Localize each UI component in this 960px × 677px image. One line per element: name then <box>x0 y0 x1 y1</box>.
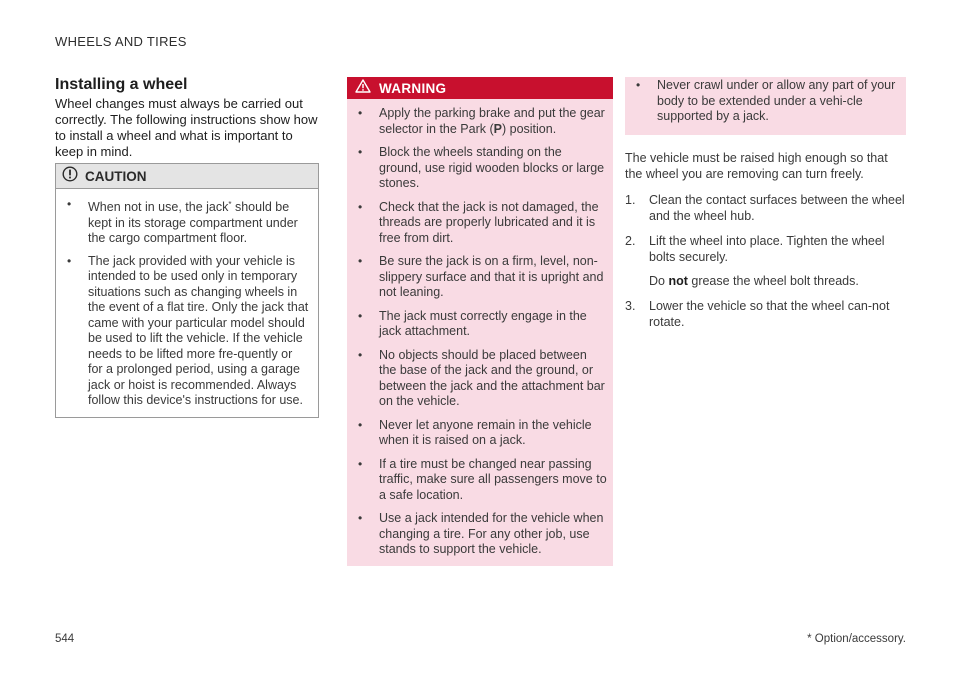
warning-list <box>347 99 613 566</box>
warning-triangle-icon <box>355 79 371 98</box>
warning-box <box>347 77 613 566</box>
warning-title: WARNING <box>379 80 447 96</box>
warning-item: • Block the wheels standing on the ground, use rigid wooden blocks or large stones. <box>347 145 607 192</box>
warning-item: • The jack must correctly engage in the jack attachment. <box>347 309 607 340</box>
warning-item: • No objects should be placed between the base of the jack and the ground, or between the jack and the attachment bar on the vehicle. <box>347 348 607 410</box>
caution-item: • The jack provided with your vehicle is intended to be used only in temporary situations such as changing wheels in the event of a flat tire. Only the jack that came with your particular model should be used to lift the vehicle. If the vehicle needs to be lifted more fre-quently or for a prolonged period, using a garage jack or hoist is recommended. Always follow this device's instructions for use. <box>56 254 310 409</box>
caution-list <box>56 189 318 417</box>
page-number: 544 <box>55 633 75 645</box>
caution-item: • When not in use, the jack* should be kept in its storage compartment under the cargo compartment floor. <box>56 197 310 247</box>
steps-list <box>625 192 906 330</box>
caution-icon <box>62 166 78 187</box>
caution-title: CAUTION <box>85 168 147 184</box>
warning-list-continued <box>625 77 906 125</box>
warning-item: • Use a jack intended for the vehicle when changing a tire. For any other job, use stands to support the vehicle. <box>347 511 607 558</box>
column-right <box>625 77 906 339</box>
step-item: 1. Clean the contact surfaces between the wheel and the wheel hub. <box>625 193 905 223</box>
warning-item: • Apply the parking brake and put the gear selector in the Park (P) position. <box>347 106 607 137</box>
warning-box-continued <box>625 77 906 135</box>
warning-item: • If a tire must be changed near passing traffic, make sure all passengers move to a safe location. <box>347 457 607 504</box>
column-left <box>55 76 319 418</box>
step-item: 3. Lower the vehicle so that the wheel can-not rotate. <box>625 299 890 329</box>
step-item: 2. Lift the wheel into place. Tighten the wheel bolts securely. Do not grease the wheel bolt threads. <box>625 233 906 289</box>
warning-item: • Never crawl under or allow any part of your body to be extended under a vehi-cle supported by a jack. <box>625 78 900 125</box>
warning-item: • Check that the jack is not damaged, the threads are properly lubricated and it is free from dirt. <box>347 200 607 247</box>
section-intro: Wheel changes must always be carried out correctly. The following instructions show how to install a wheel and what is important to keep in mind. <box>55 96 318 159</box>
column-middle <box>347 77 613 566</box>
running-header: WHEELS AND TIRES <box>55 34 187 49</box>
warning-header <box>347 77 613 99</box>
body-paragraph: The vehicle must be raised high enough so that the wheel you are removing can turn freely. <box>625 151 888 181</box>
footnote: * Option/accessory. <box>807 633 906 645</box>
caution-box <box>55 163 319 418</box>
caution-header <box>56 164 318 189</box>
step-note: Do not grease the wheel bolt threads. <box>649 274 859 288</box>
warning-item: • Be sure the jack is on a firm, level, non-slippery surface and that it is upright and not leaning. <box>347 254 607 301</box>
warning-item: • Never let anyone remain in the vehicle when it is raised on a jack. <box>347 418 607 449</box>
option-marker: * <box>228 200 232 209</box>
section-title: Installing a wheel <box>55 76 188 93</box>
